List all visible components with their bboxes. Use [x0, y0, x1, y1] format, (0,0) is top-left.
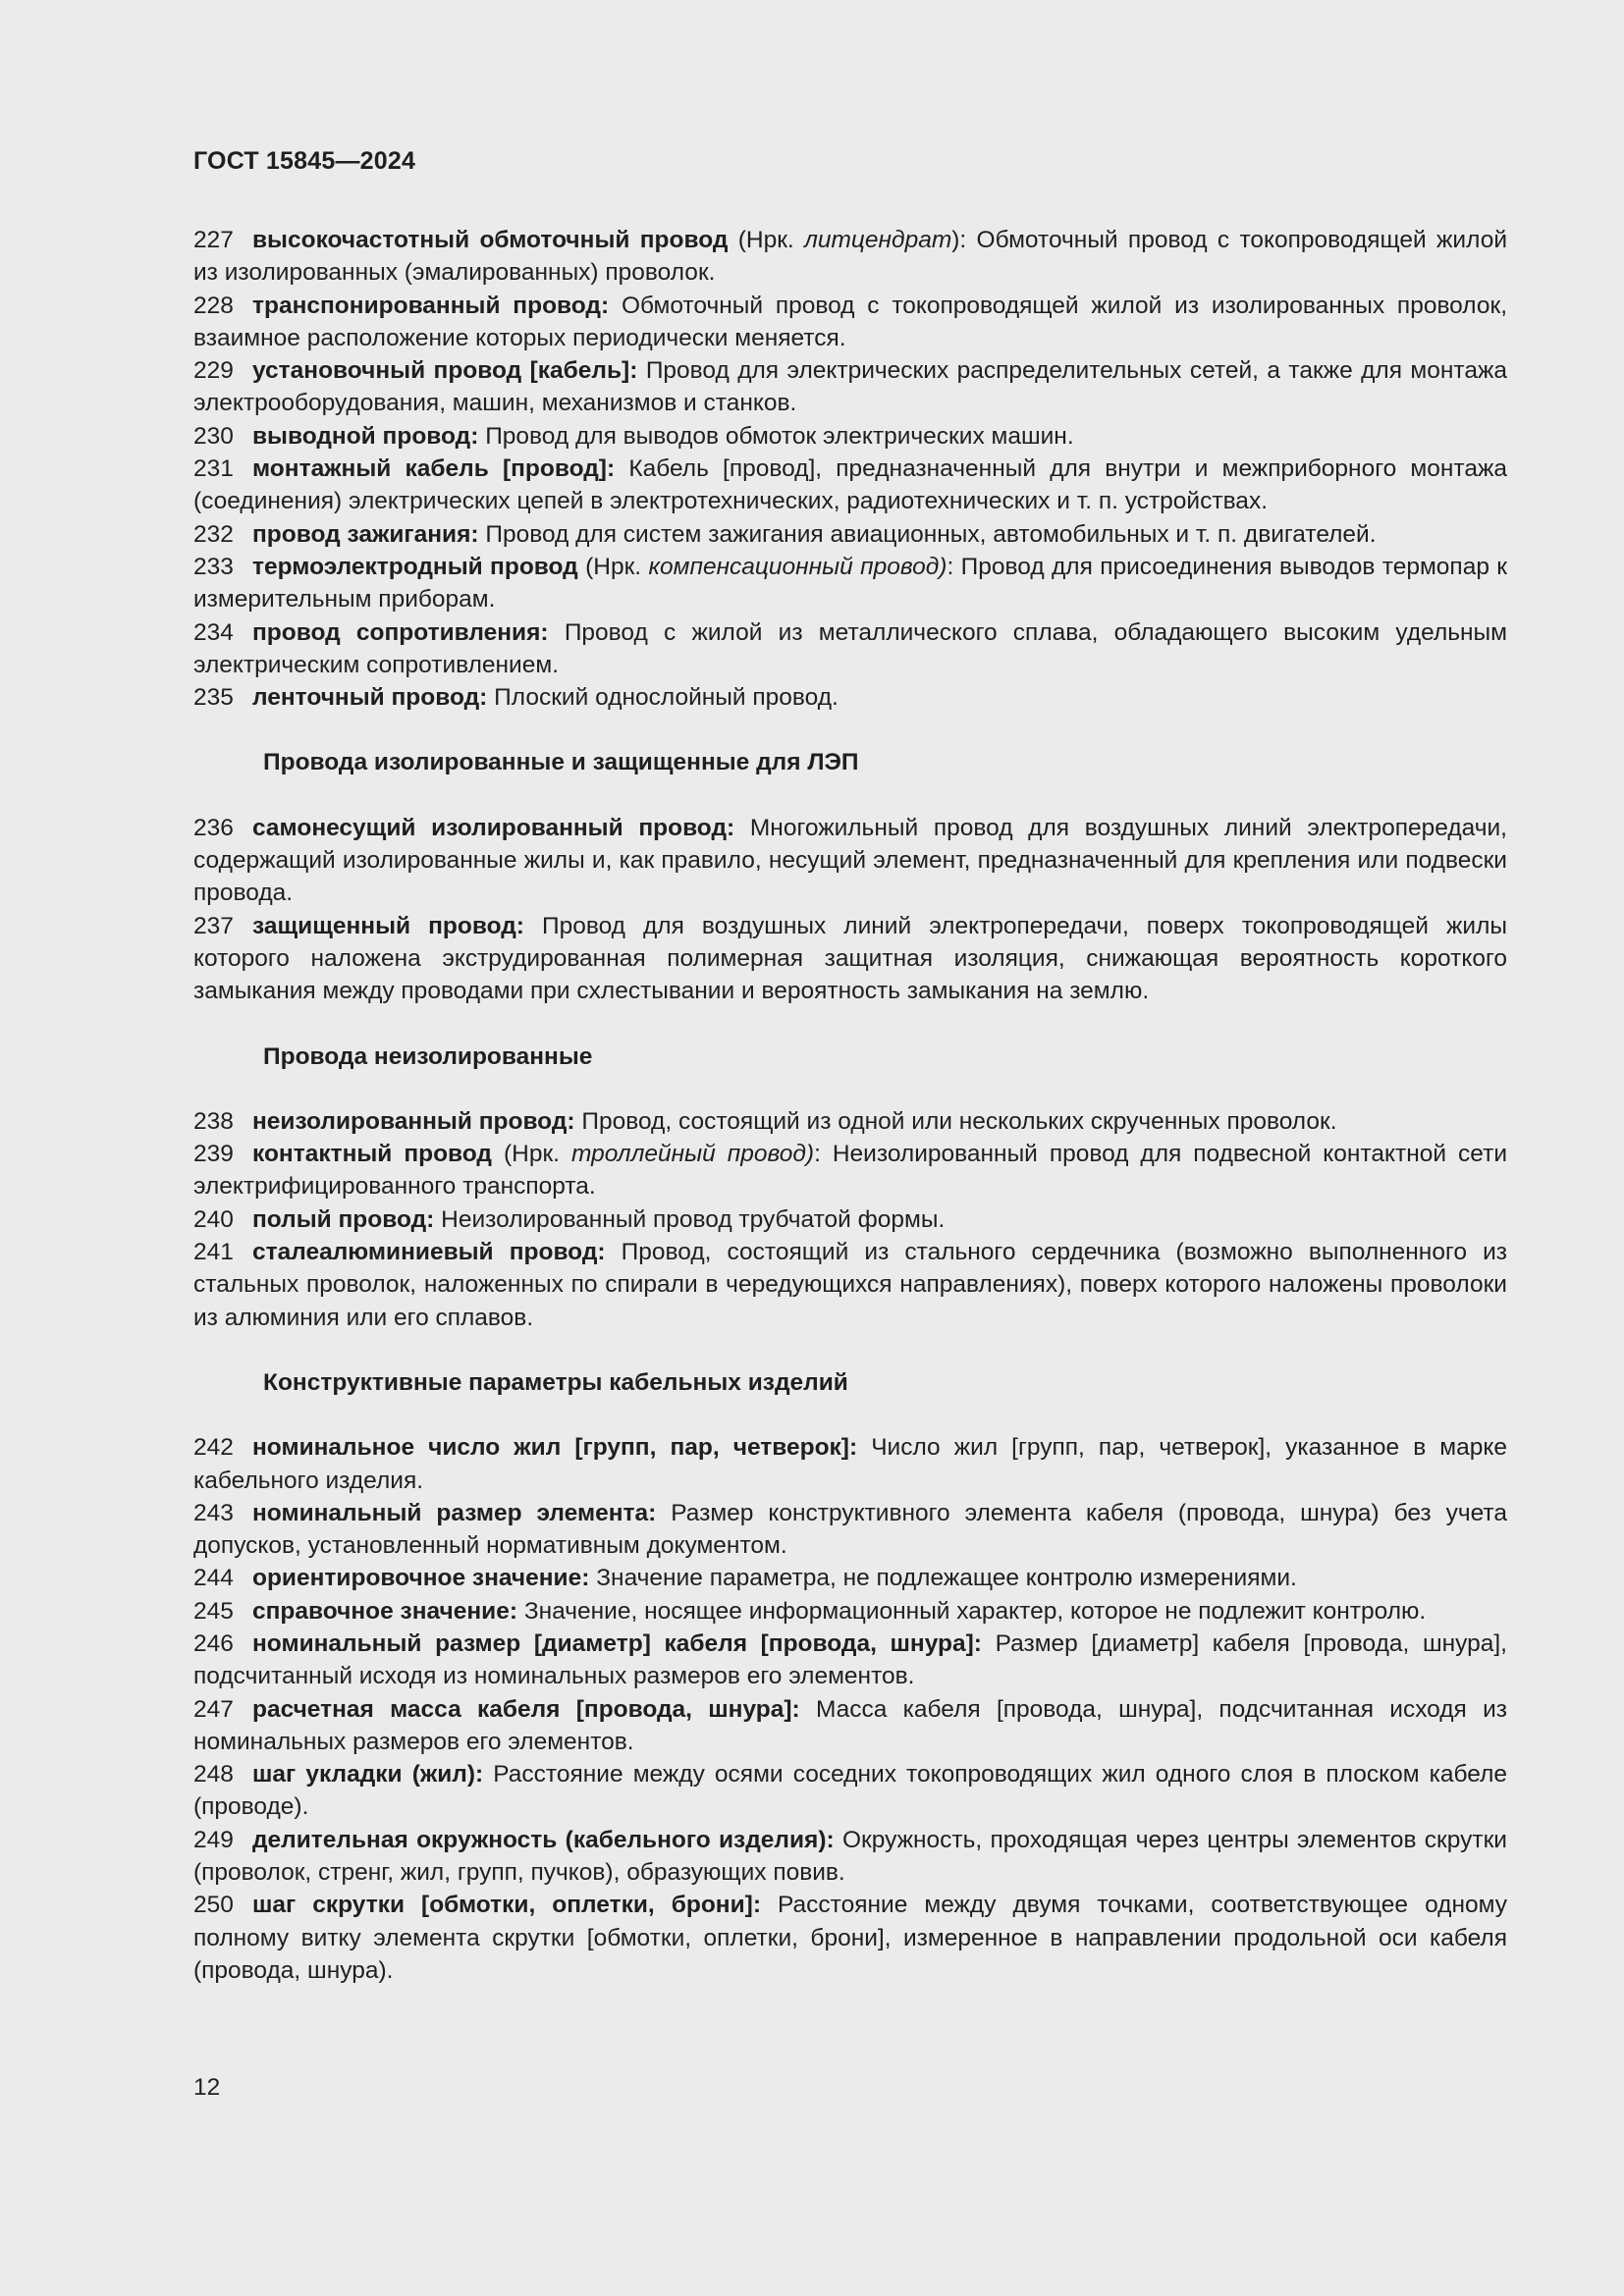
term-definition: Обмоточный провод с токопроводящей жилой из изолированных (эмалированных) проволок.: [193, 227, 1508, 287]
term-entry: [193, 453, 1507, 518]
term-entry: [193, 1628, 1507, 1693]
term-entry: [193, 518, 1507, 551]
term-entry: [193, 1138, 1507, 1203]
term-definition: Неизолированный провод для подвесной контактной сети электрифицированного транспорта.: [193, 1141, 1508, 1201]
term-number: 247: [193, 1695, 234, 1723]
term-entry: [193, 1595, 1507, 1628]
term-name: номинальное число жил [групп, пар, четверок]:: [252, 1434, 858, 1462]
term-entry: [193, 224, 1507, 290]
term-entry: [193, 812, 1507, 910]
term-name: монтажный кабель [провод]:: [252, 455, 616, 483]
term-entry: [193, 1824, 1507, 1890]
term-name: контактный провод: [252, 1141, 492, 1168]
document-header: ГОСТ 15845—2024: [193, 147, 416, 175]
term-definition: Окружность, проходящая через центры элементов скрутки (проволок, стренг, жил, групп, пучков), образующих повив.: [193, 1826, 1507, 1887]
term-note: (Нрк. троллейный провод):: [503, 1141, 821, 1168]
term-definition: Размер [диаметр] кабеля [провода, шнура], подсчитанный исходя из номинальных размеров его элементов.: [193, 1629, 1507, 1690]
section-title: Провода неизолированные: [263, 1042, 593, 1070]
term-definition: Кабель [провод], предназначенный для внутри и межприборного монтажа (соединения) электрических цепей в электротехнических, радиотехнических и т. п. устройствах.: [193, 455, 1507, 515]
term-definition: Провод для электрических распределительных сетей, а также для монтажа электрооборудования, машин, механизмов и станков.: [193, 357, 1507, 417]
term-entry: [193, 1562, 1507, 1594]
term-number: 238: [193, 1107, 234, 1135]
term-number: 231: [193, 455, 234, 483]
term-name: номинальный размер элемента:: [252, 1499, 657, 1526]
term-name: провод зажигания:: [252, 520, 479, 548]
term-note: (Нрк. компенсационный провод):: [585, 553, 954, 580]
term-definition: Неизолированный провод трубчатой формы.: [441, 1205, 946, 1233]
term-definition: Масса кабеля [провода, шнура], подсчитанная исходя из номинальных размеров его элементов.: [193, 1695, 1507, 1755]
term-definition: Обмоточный провод с токопроводящей жилой из изолированных проволок, взаимное расположение которых периодически меняется.: [193, 292, 1507, 351]
term-definition: Провод, состоящий из стального сердечника (возможно выполненного из стальных проволок, наложенных по спирали в чередующихся направлениях), поверх которого наложены проволоки из алюминия или его сплавов.: [193, 1239, 1507, 1331]
term-number: 248: [193, 1761, 234, 1789]
term-name: сталеалюминиевый провод:: [252, 1239, 606, 1266]
term-entry: [193, 354, 1507, 420]
term-entry: [193, 681, 1507, 714]
term-name: ориентировочное значение:: [252, 1565, 590, 1592]
term-name: справочное значение:: [252, 1597, 518, 1625]
term-name: неизолированный провод:: [252, 1107, 575, 1135]
term-name: делительная окружность (кабельного изделия):: [252, 1826, 835, 1853]
term-definition: Провод для выводов обмоток электрических машин.: [485, 422, 1074, 450]
term-name: выводной провод:: [252, 422, 479, 450]
term-number: 233: [193, 553, 234, 580]
term-number: 242: [193, 1434, 234, 1462]
term-number: 234: [193, 618, 234, 646]
term-number: 246: [193, 1629, 234, 1657]
term-number: 239: [193, 1141, 234, 1168]
term-definition: Многожильный провод для воздушных линий электропередачи, содержащий изолированные жилы и, как правило, несущий элемент, предназначенный для крепления или подвески провода.: [193, 814, 1507, 907]
page-number: 12: [193, 2074, 221, 2101]
term-number: 227: [193, 227, 234, 253]
term-definition: Размер конструктивного элемента кабеля (провода, шнура) без учета допусков, установленный нормативным документом.: [193, 1499, 1507, 1560]
term-entry: [193, 290, 1507, 355]
term-definition: Провод для систем зажигания авиационных, автомобильных и т. п. двигателей.: [485, 520, 1377, 548]
term-entry: [193, 1889, 1507, 1987]
term-entry: [193, 1693, 1507, 1759]
term-name: провод сопротивления:: [252, 618, 549, 646]
term-name: ленточный провод:: [252, 684, 488, 712]
term-number: 228: [193, 292, 234, 319]
term-definition: Плоский однослойный провод.: [494, 684, 839, 712]
term-number: 235: [193, 684, 234, 712]
term-name: шаг скрутки [обмотки, оплетки, брони]:: [252, 1892, 761, 1919]
term-number: 244: [193, 1565, 234, 1592]
term-number: 241: [193, 1239, 234, 1266]
term-entry: [193, 1236, 1507, 1334]
term-number: 249: [193, 1826, 234, 1853]
term-name: установочный провод [кабель]:: [252, 357, 638, 385]
term-definition: Расстояние между двумя точками, соответствующее одному полному витку элемента скрутки [обмотки, оплетки, брони], измеренное в направлении продольной оси кабеля (провода, шнура).: [193, 1892, 1507, 1984]
term-note: (Нрк. литцендрат):: [737, 227, 967, 253]
term-number: 236: [193, 814, 234, 841]
term-definition: Провод с жилой из металлического сплава, обладающего высоким удельным электрическим сопротивлением.: [193, 618, 1507, 678]
section-title: Конструктивные параметры кабельных изделий: [263, 1368, 848, 1396]
term-definition: Провод, состоящий из одной или нескольких скрученных проволок.: [581, 1107, 1337, 1135]
section-title: Провода изолированные и защищенные для ЛЭП: [263, 749, 859, 776]
term-entry: [193, 1105, 1507, 1138]
term-number: 243: [193, 1499, 234, 1526]
term-entry: [193, 420, 1507, 453]
term-number: 240: [193, 1205, 234, 1233]
term-number: 245: [193, 1597, 234, 1625]
term-entry: [193, 616, 1507, 682]
term-number: 230: [193, 422, 234, 450]
term-definition: Расстояние между осями соседних токопроводящих жил одного слоя в плоском кабеле (проводе).: [193, 1761, 1508, 1821]
term-number: 229: [193, 357, 234, 385]
term-name: номинальный размер [диаметр] кабеля [провода, шнура]:: [252, 1629, 982, 1657]
term-number: 232: [193, 520, 234, 548]
term-name: защищенный провод:: [252, 912, 524, 939]
term-entry: [193, 1758, 1507, 1824]
term-entry: [193, 551, 1507, 616]
term-name: полый провод:: [252, 1205, 435, 1233]
term-entry: [193, 910, 1507, 1008]
term-name: расчетная масса кабеля [провода, шнура]:: [252, 1695, 800, 1723]
term-definition: Значение, носящее информационный характер, которое не подлежит контролю.: [523, 1597, 1427, 1625]
term-definition: Провод для воздушных линий электропередачи, поверх токопроводящей жилы которого наложена экструдированная полимерная защитная изоляция, снижающая вероятность короткого замыкания между проводами при схлестывании и вероятность замыкания на землю.: [193, 912, 1507, 1005]
term-definition: Число жил [групп, пар, четверок], указанное в марке кабельного изделия.: [193, 1434, 1508, 1494]
term-entry: [193, 1203, 1507, 1236]
term-number: 237: [193, 912, 234, 939]
term-name: шаг укладки (жил):: [252, 1761, 484, 1789]
term-entry: [193, 1497, 1507, 1563]
document-body: [193, 224, 1507, 1987]
term-name: термоэлектродный провод: [252, 553, 578, 580]
term-name: транспонированный провод:: [252, 292, 610, 319]
term-entry: [193, 1431, 1507, 1497]
term-definition: Провод для присоединения выводов термопар к измерительным приборам.: [193, 553, 1508, 614]
term-name: самонесущий изолированный провод:: [252, 814, 735, 841]
term-definition: Значение параметра, не подлежащее контролю измерениями.: [596, 1565, 1297, 1592]
term-name: высокочастотный обмоточный провод: [252, 227, 729, 253]
term-number: 250: [193, 1892, 234, 1919]
